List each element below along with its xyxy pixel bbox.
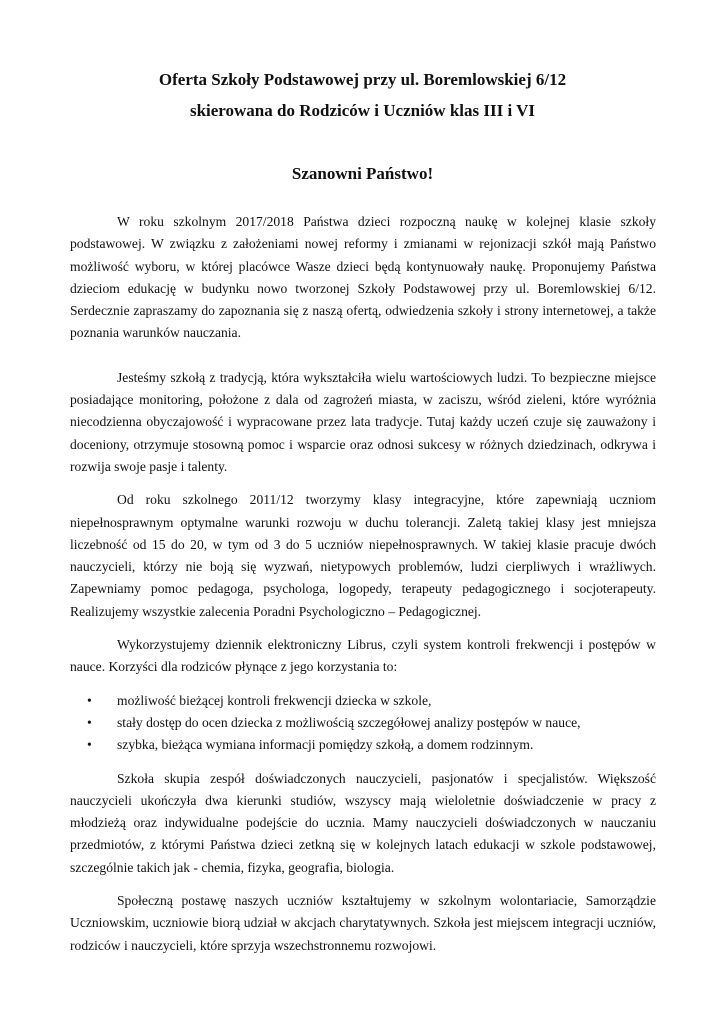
list-item [70,690,656,712]
bullet-icon: • [87,692,92,708]
document-subtitle: skierowana do Rodziców i Uczniów klas III i VI [189,101,536,120]
paragraph-librus: Wykorzystujemy dziennik elektroniczny Librus, czyli system kontroli frekwencji i postępów w nauce. Korzyści dla rodziców płynące z jego korzystania to: [70,637,656,675]
list-item-text: szybka, bieżąca wymiana informacji pomiędzy szkołą, a domem rodzinnym. [117,737,534,753]
benefits-list [70,690,656,757]
paragraph-teachers: Szkoła skupia zespół doświadczonych nauczycieli, pasjonatów i specjalistów. Większość nauczycieli ukończyła dwa kierunki studiów, wszyscy mają wieloletnie doświadczenie w pracy z młodzieżą oraz indywidualne podejście do ucznia. Mamy nauczycieli doświadczonych w nauczaniu przedmiotów, z którymi Państwa dzieci zetkną się w kolejnych latach edukacji w szkole podstawowej, szczególnie takich jak - chemia, fizyka, geografia, biologia. [70,770,656,875]
salutation: Szanowni Państwo! [291,164,434,183]
paragraph-volunteering: Społeczną postawę naszych uczniów kształtujemy w szkolnym wolontariacie, Samorządzie Uczniowskim, uczniowie biorą udział w akcjach charytatywnych. Szkoła jest miejscem integracji uczniów, rodziców i nauczycieli, które sprzyja wszechstronnemu rozwojowi. [70,893,656,953]
document-title: Oferta Szkoły Podstawowej przy ul. Boremlowskiej 6/12 [158,70,567,89]
bullet-icon: • [87,714,92,730]
list-item-text: stały dostęp do ocen dziecka z możliwością szczegółowej analizy postępów w nauce, [117,714,581,730]
list-item-text: możliwość bieżącej kontroli frekwencji dziecka w szkole, [117,692,432,708]
bullet-icon: • [87,737,92,753]
document-body [70,211,656,968]
paragraph-integration: Od roku szkolnego 2011/12 tworzymy klasy integracyjne, które zapewniają uczniom niepełnosprawnym optymalne warunki rozwoju w duchu tolerancji. Zaletą takiej klasy jest mniejsza liczebność od 15 do 20, w tym od 3 do 5 uczniów niepełnosprawnych. W takiej klasie pracuje dwóch nauczycieli, którzy nie boją się wyzwań, nietypowych problemów, ludzi cierpliwych i wrażliwych. Zapewniamy pomoc pedagoga, psychologa, logopedy, terapeuty pedagogicznego i socjoterapeuty. Realizujemy wszystkie zalecenia Poradni Psychologiczno – Pedagogicznej. [70,492,656,619]
list-item [70,734,656,756]
paragraph-tradition: Jesteśmy szkołą z tradycją, która wykształciła wielu wartościowych ludzi. To bezpieczne miejsce posiadające monitoring, położone z dala od zagrożeń miasta, w zaciszu, wśród zieleni, które wyróżnia niecodzienna obyczajowość i wypracowane przez lata tradycje. Tutaj każdy uczeń czuje się zauważony i doceniony, otrzymuje stosowną pomoc i wsparcie oraz odnosi sukcesy w różnych dziedzinach, odkrywa i rozwija swoje pasje i talenty. [70,369,656,474]
list-item [70,712,656,734]
paragraph-intro: W roku szkolnym 2017/2018 Państwa dzieci rozpoczną naukę w kolejnej klasie szkoły podstawowej. W związku z założeniami nowej reformy i zmianami w rejonizacji szkół mają Państwo możliwość wyboru, w której placówce Wasze dzieci będą kontynuowały naukę. Proponujemy Państwa dzieciom edukację w budynku nowo tworzonej Szkoły Podstawowej przy ul. Boremlowskiej 6/12. Serdecznie zapraszamy do zapoznania się z naszą ofertą, odwiedzenia szkoły i strony internetowej, a także poznania warunków nauczania. [70,214,656,341]
